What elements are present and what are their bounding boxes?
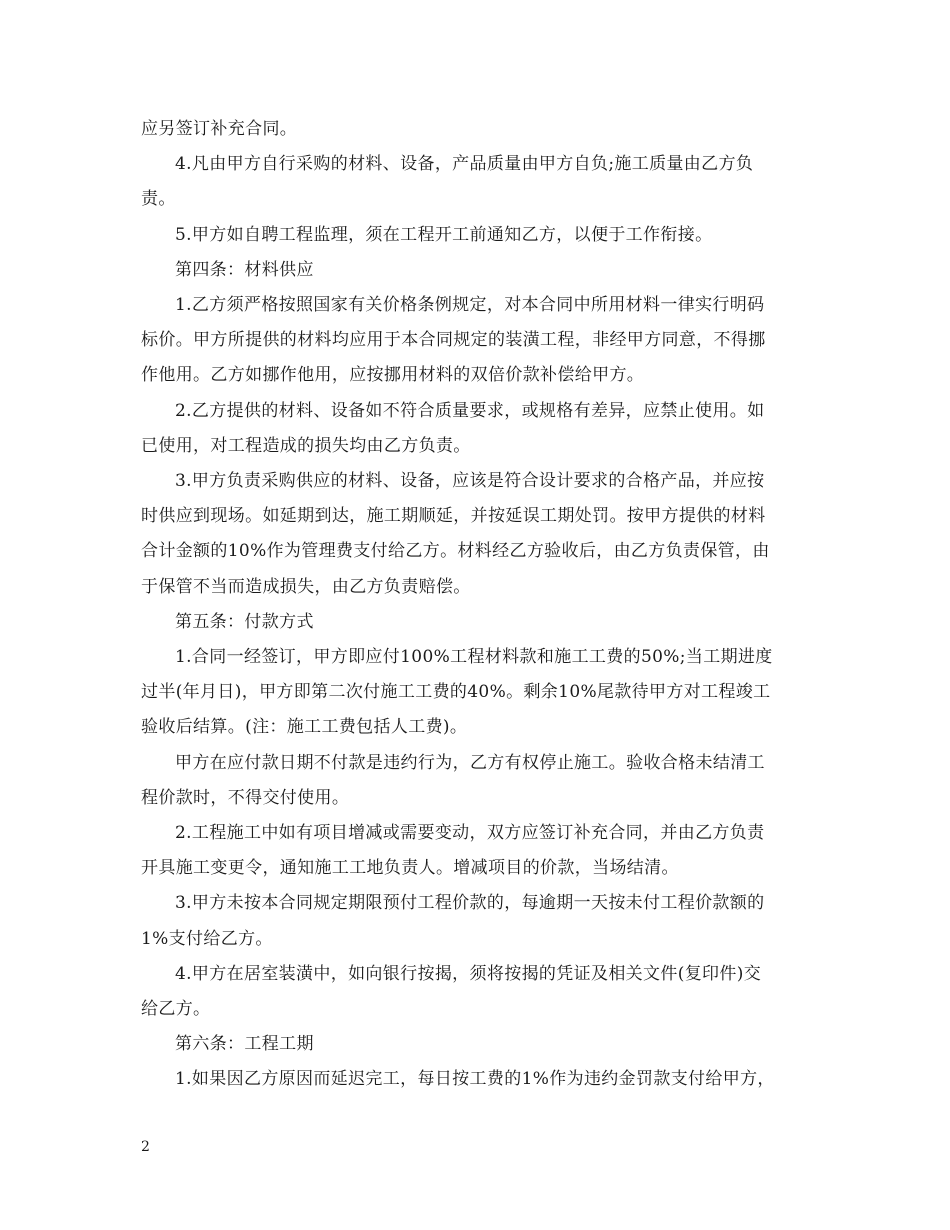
section-heading: 第六条：工程工期 [175,1034,314,1054]
text-line: 责。 [141,189,176,209]
text-line: 4.凡由甲方自行采购的材料、设备，产品质量由甲方自负;施工质量由乙方负 [175,154,754,174]
text-line: 4.甲方在居室装潢中，如向银行按揭，须将按揭的凭证及相关文件(复印件)交 [175,964,762,984]
text-line: 3.甲方负责采购供应的材料、设备，应该是符合设计要求的合格产品，并应按 [175,471,765,491]
text-line: 1.乙方须严格按照国家有关价格条例规定，对本合同中所用材料一律实行明码 [175,295,765,315]
text-line: 标价。甲方所提供的材料均应用于本合同规定的装潢工程，非经甲方同意，不得挪 [141,330,766,350]
text-line: 过半(年月日)，甲方即第二次付施工工费的40%。剩余10%尾款待甲方对工程竣工 [141,682,771,702]
text-line: 开具施工变更令，通知施工工地负责人。增减项目的价款，当场结清。 [141,858,679,878]
text-line: 应另签订补充合同。 [141,119,298,139]
text-line: 给乙方。 [141,999,211,1019]
text-line: 5.甲方如自聘工程监理，须在工程开工前通知乙方，以便于工作衔接。 [175,225,713,245]
text-line: 1.合同一经签订，甲方即应付100%工程材料款和施工工费的50%;当工期进度 [175,647,773,667]
section-heading: 第五条：付款方式 [175,612,314,632]
page-number: 2 [141,1139,150,1155]
text-line: 1%支付给乙方。 [141,929,273,949]
text-line: 3.甲方未按本合同规定期限预付工程价款的，每逾期一天按未付工程价款额的 [175,893,765,913]
text-line: 时供应到现场。如延期到达，施工期顺延，并按延误工期处罚。按甲方提供的材料 [141,506,766,526]
text-line: 甲方在应付款日期不付款是违约行为，乙方有权停止施工。验收合格未结清工 [175,753,765,773]
text-line: 2.工程施工中如有项目增减或需要变动，双方应签订补充合同，并由乙方负责 [175,823,765,843]
text-line: 于保管不当而造成损失，由乙方负责赔偿。 [141,577,471,597]
text-line: 验收后结算。(注：施工工费包括人工费)。 [141,717,468,737]
text-line: 合计金额的10%作为管理费支付给乙方。材料经乙方验收后，由乙方负责保管，由 [141,541,770,561]
text-line: 1.如果因乙方原因而延迟完工，每日按工费的1%作为违约金罚款支付给甲方， [175,1069,775,1089]
text-line: 程价款时，不得交付使用。 [141,788,350,808]
text-line: 作他用。乙方如挪作他用，应按挪用材料的双倍价款补偿给甲方。 [141,365,645,385]
text-line: 已使用，对工程造成的损失均由乙方负责。 [141,436,471,456]
section-heading: 第四条：材料供应 [175,260,314,280]
text-line: 2.乙方提供的材料、设备如不符合质量要求，或规格有差异，应禁止使用。如 [175,401,765,421]
